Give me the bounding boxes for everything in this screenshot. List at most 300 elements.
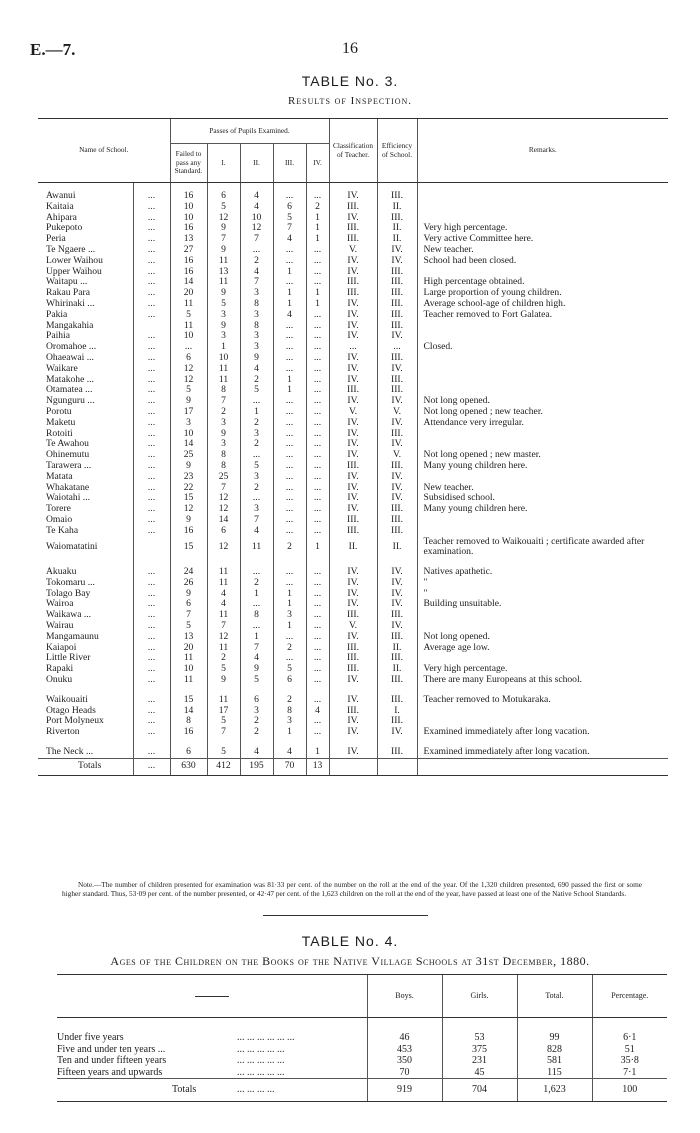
remarks: Large proportion of young children.: [417, 288, 668, 299]
failed-count: 13: [170, 234, 207, 245]
failed-count: 12: [170, 364, 207, 375]
leader-dots: ...: [133, 256, 170, 267]
school-efficiency: III.: [377, 526, 417, 537]
teacher-classification: III.: [329, 526, 377, 537]
standard-2-count: ...: [240, 450, 273, 461]
standard-2-count: 2: [240, 716, 273, 727]
remarks: Very high percentage.: [417, 223, 668, 234]
girls-count: 231: [442, 1055, 517, 1067]
standard-3-count: ...: [273, 578, 306, 589]
failed-count: 20: [170, 643, 207, 654]
standard-4-count: ...: [306, 245, 329, 256]
leader-dots: ...: [133, 747, 170, 758]
header-blank: [57, 975, 367, 1018]
page-reference: E.—7.: [30, 40, 76, 59]
school-name: Kaitaia: [46, 201, 74, 212]
standard-2-count: 7: [240, 277, 273, 288]
table3-subtitle: Results of Inspection.: [287, 95, 413, 107]
leader-dots: ...: [133, 213, 170, 224]
leader-dots: ...: [133, 375, 170, 386]
standard-2-count: 4: [240, 653, 273, 664]
standard-3-count: 2: [273, 643, 306, 654]
failed-count: 11: [170, 299, 207, 310]
standard-3-count: ...: [273, 504, 306, 515]
standard-3-count: 7: [273, 223, 306, 234]
standard-4-count: ...: [306, 727, 329, 738]
standard-4-count: ...: [306, 664, 329, 675]
total-count: 828: [517, 1044, 592, 1056]
standard-1-count: 9: [207, 675, 240, 686]
failed-count: 20: [170, 288, 207, 299]
standard-2-count: 4: [240, 747, 273, 758]
standard-2-count: 3: [240, 472, 273, 483]
standard-3-count: ...: [273, 342, 306, 353]
school-efficiency: III.: [377, 429, 417, 440]
standard-4-count: ...: [306, 675, 329, 686]
standard-3-count: ...: [273, 364, 306, 375]
leader-dots: ...: [133, 461, 170, 472]
standard-1-count: 5: [207, 716, 240, 727]
standard-4-count: ...: [306, 277, 329, 288]
standard-3-count: 1: [273, 599, 306, 610]
percentage-value: 35·8: [592, 1055, 667, 1067]
standard-2-count: 9: [240, 353, 273, 364]
leader-dots: ...: [133, 277, 170, 288]
remarks: Examined immediately after long vacation.: [417, 727, 668, 738]
standard-1-count: 2: [207, 653, 240, 664]
standard-1-count: 7: [207, 234, 240, 245]
school-name: Lower Waihou: [46, 255, 103, 266]
failed-count: 26: [170, 578, 207, 589]
table4-totals-row: [57, 1079, 667, 1102]
school-name: Waitapu ...: [46, 277, 88, 288]
teacher-classification: IV.: [329, 353, 377, 364]
standard-2-count: 4: [240, 202, 273, 213]
total-standard-1: 412: [207, 758, 240, 775]
school-name: Waiomatatini: [46, 540, 98, 552]
school-name: Otago Heads: [46, 705, 96, 716]
standard-4-count: ...: [306, 472, 329, 483]
standard-4-count: ...: [306, 418, 329, 429]
standard-1-count: 11: [207, 695, 240, 706]
standard-2-count: 4: [240, 191, 273, 202]
age-group-label: Under five years: [57, 1032, 124, 1043]
failed-count: 16: [170, 526, 207, 537]
school-name: Ohinemutu: [46, 450, 90, 461]
leader-dots: ...: [133, 653, 170, 664]
school-efficiency: II.: [377, 234, 417, 245]
failed-count: 16: [170, 256, 207, 267]
table-row: [38, 747, 668, 758]
total-girls: 704: [442, 1079, 517, 1102]
standard-1-count: 3: [207, 310, 240, 321]
failed-count: 11: [170, 653, 207, 664]
school-efficiency: III.: [377, 191, 417, 202]
total-percentage: 100: [592, 1079, 667, 1102]
standard-1-count: 14: [207, 515, 240, 526]
school-name: Waikare: [46, 363, 78, 374]
leader-dots: ...: [133, 202, 170, 213]
table-row: [57, 1067, 667, 1079]
failed-count: 11: [170, 675, 207, 686]
standard-4-count: ...: [306, 310, 329, 321]
standard-1-count: 11: [207, 364, 240, 375]
teacher-classification: IV.: [329, 213, 377, 224]
school-efficiency: IV.: [377, 364, 417, 375]
standard-4-count: 1: [306, 213, 329, 224]
failed-count: 16: [170, 727, 207, 738]
standard-3-count: 4: [273, 747, 306, 758]
remarks: [417, 364, 668, 375]
standard-4-count: ...: [306, 610, 329, 621]
standard-2-count: ...: [240, 245, 273, 256]
school-name: Tolago Bay: [46, 588, 91, 599]
failed-count: 22: [170, 483, 207, 494]
failed-count: 10: [170, 664, 207, 675]
failed-count: 3: [170, 418, 207, 429]
total-all: 1,623: [517, 1079, 592, 1102]
totals-label: Totals: [57, 1079, 237, 1102]
school-efficiency: III.: [377, 675, 417, 686]
remarks: [417, 526, 668, 537]
leader-dots: ...: [133, 515, 170, 526]
remarks: Very active Committee here.: [417, 234, 668, 245]
standard-2-count: 8: [240, 299, 273, 310]
failed-count: 12: [170, 504, 207, 515]
standard-3-count: ...: [273, 396, 306, 407]
leader-dots: ...: [133, 706, 170, 717]
standard-1-count: 11: [207, 277, 240, 288]
section-divider: [263, 915, 428, 916]
standard-1-count: 1: [207, 342, 240, 353]
teacher-classification: IV.: [329, 589, 377, 600]
failed-count: 10: [170, 202, 207, 213]
leader-dots: ...: [133, 483, 170, 494]
leader-dots: ...: [133, 589, 170, 600]
standard-3-count: ...: [273, 526, 306, 537]
standard-1-count: 10: [207, 353, 240, 364]
group-spacer: [38, 558, 668, 567]
leader-dots: ...: [133, 493, 170, 504]
remarks: Average age low.: [417, 643, 668, 654]
totals-label: Totals: [38, 758, 133, 775]
standard-3-count: ...: [273, 493, 306, 504]
school-efficiency: IV.: [377, 245, 417, 256]
table-row: [38, 706, 668, 717]
table4-subtitle: Ages of the Children on the Books of the Native Village Schools at 31st December, 1880.: [110, 954, 590, 968]
remarks: Teacher removed to Fort Galatea.: [417, 310, 668, 321]
school-efficiency: IV.: [377, 418, 417, 429]
table-row: [38, 610, 668, 621]
standard-1-count: 5: [207, 664, 240, 675]
standard-1-count: 12: [207, 213, 240, 224]
standard-2-count: 5: [240, 461, 273, 472]
teacher-classification: IV.: [329, 716, 377, 727]
teacher-classification: V.: [329, 621, 377, 632]
standard-1-count: 6: [207, 191, 240, 202]
leader-dots: ...: [133, 621, 170, 632]
school-name: Peria: [46, 234, 66, 245]
table-row: [38, 396, 668, 407]
teacher-classification: IV.: [329, 396, 377, 407]
standard-2-count: 3: [240, 288, 273, 299]
remarks: Many young children here.: [417, 504, 668, 515]
school-efficiency: ...: [377, 342, 417, 353]
school-name: Tarawera ...: [46, 460, 92, 471]
school-efficiency: II.: [377, 202, 417, 213]
leader-dots: ...: [133, 526, 170, 537]
teacher-classification: V.: [329, 407, 377, 418]
standard-3-count: 6: [273, 202, 306, 213]
school-name: Ohaeawai ...: [46, 352, 94, 363]
table-row: [38, 493, 668, 504]
group-spacer: [38, 686, 668, 695]
standard-1-count: 7: [207, 727, 240, 738]
leader-dots: ...: [133, 364, 170, 375]
failed-count: 5: [170, 621, 207, 632]
percentage-value: 51: [592, 1044, 667, 1056]
school-efficiency: III.: [377, 653, 417, 664]
standard-4-count: ...: [306, 353, 329, 364]
school-efficiency: III.: [377, 310, 417, 321]
remarks: [417, 375, 668, 386]
standard-1-count: 11: [207, 643, 240, 654]
school-name: Riverton: [46, 727, 80, 738]
standard-4-count: ...: [306, 643, 329, 654]
standard-4-count: 1: [306, 747, 329, 758]
standard-2-count: 2: [240, 418, 273, 429]
standard-4-count: ...: [306, 396, 329, 407]
standard-3-count: ...: [273, 461, 306, 472]
school-name: Matata: [46, 471, 73, 482]
header-girls: Girls.: [442, 975, 517, 1018]
standard-1-count: 12: [207, 504, 240, 515]
standard-1-count: 3: [207, 331, 240, 342]
school-efficiency: III.: [377, 321, 417, 332]
remarks: [417, 321, 668, 332]
school-name: Ngunguru ...: [46, 396, 95, 407]
school-efficiency: III.: [377, 267, 417, 278]
standard-4-count: ...: [306, 695, 329, 706]
table-row: [38, 310, 668, 321]
leader-dots: ...: [133, 429, 170, 440]
teacher-classification: III.: [329, 223, 377, 234]
table-row: [38, 191, 668, 202]
table-row: [38, 299, 668, 310]
standard-2-count: 1: [240, 589, 273, 600]
school-name: Waikawa ...: [46, 610, 92, 621]
school-efficiency: IV.: [377, 578, 417, 589]
remarks: New teacher.: [417, 483, 668, 494]
boys-count: 350: [367, 1055, 442, 1067]
teacher-classification: IV.: [329, 191, 377, 202]
school-efficiency: IV.: [377, 589, 417, 600]
standard-1-count: 5: [207, 299, 240, 310]
table-row: [38, 364, 668, 375]
leader-dots: ...: [133, 288, 170, 299]
remarks: School had been closed.: [417, 256, 668, 267]
standard-2-count: 8: [240, 321, 273, 332]
standard-4-count: ...: [306, 331, 329, 342]
school-efficiency: III.: [377, 632, 417, 643]
teacher-classification: III.: [329, 288, 377, 299]
teacher-classification: IV.: [329, 450, 377, 461]
header-standard-1: I.: [207, 144, 240, 183]
school-efficiency: IV.: [377, 331, 417, 342]
school-efficiency: IV.: [377, 483, 417, 494]
teacher-classification: IV.: [329, 747, 377, 758]
standard-4-count: ...: [306, 267, 329, 278]
header-standard-2: II.: [240, 144, 273, 183]
header-efficiency: Efficiency of School.: [377, 119, 417, 183]
remarks: [417, 267, 668, 278]
school-name: Rapaki: [46, 664, 74, 675]
school-efficiency: IV.: [377, 727, 417, 738]
standard-1-count: 9: [207, 321, 240, 332]
teacher-classification: III.: [329, 706, 377, 717]
standard-1-count: 2: [207, 407, 240, 418]
failed-count: 14: [170, 439, 207, 450]
failed-count: 16: [170, 223, 207, 234]
standard-4-count: ...: [306, 321, 329, 332]
school-efficiency: III.: [377, 716, 417, 727]
school-name: Te Awahou: [46, 439, 89, 450]
failed-count: 5: [170, 310, 207, 321]
failed-count: 10: [170, 213, 207, 224]
failed-count: 9: [170, 589, 207, 600]
standard-3-count: ...: [273, 567, 306, 578]
school-efficiency: V.: [377, 407, 417, 418]
remarks: [417, 191, 668, 202]
school-name: Otamatea ...: [46, 385, 93, 396]
leader-dots: ...: [133, 439, 170, 450]
total-failed: 630: [170, 758, 207, 775]
group-spacer: [38, 738, 668, 747]
school-name: Oromahoe ...: [46, 342, 97, 353]
results-of-inspection-table: [38, 118, 668, 776]
remarks: High percentage obtained.: [417, 277, 668, 288]
percentage-value: 6·1: [592, 1032, 667, 1044]
school-name: Maketu: [46, 417, 76, 428]
standard-1-count: 9: [207, 288, 240, 299]
school-name: Upper Waihou: [46, 266, 102, 277]
school-efficiency: III.: [377, 504, 417, 515]
school-efficiency: V.: [377, 450, 417, 461]
table-row: [38, 461, 668, 472]
leader-dots: ...: [133, 396, 170, 407]
leader-dots: ...: [133, 450, 170, 461]
standard-2-count: 2: [240, 483, 273, 494]
table-row: [38, 716, 668, 727]
school-efficiency: III.: [377, 385, 417, 396]
leader-dots: ...: [133, 407, 170, 418]
teacher-classification: IV.: [329, 504, 377, 515]
school-name: Pukepoto: [46, 223, 83, 234]
leader-dots: ...: [133, 472, 170, 483]
standard-4-count: ...: [306, 621, 329, 632]
total-standard-2: 195: [240, 758, 273, 775]
teacher-classification: III.: [329, 202, 377, 213]
table-row: [38, 331, 668, 342]
teacher-classification: III.: [329, 653, 377, 664]
standard-1-count: 25: [207, 472, 240, 483]
school-efficiency: IV.: [377, 599, 417, 610]
standard-2-count: 2: [240, 727, 273, 738]
teacher-classification: IV.: [329, 267, 377, 278]
leader-dots: ...: [133, 567, 170, 578]
table-row: [38, 664, 668, 675]
standard-4-count: 1: [306, 299, 329, 310]
failed-count: 8: [170, 716, 207, 727]
standard-1-count: 3: [207, 418, 240, 429]
standard-4-count: ...: [306, 191, 329, 202]
table3-title: TABLE No. 3.: [301, 73, 399, 89]
standard-2-count: 9: [240, 664, 273, 675]
girls-count: 53: [442, 1032, 517, 1044]
header-remarks: Remarks.: [417, 119, 668, 183]
percentage-value: 7·1: [592, 1067, 667, 1079]
standard-2-count: 10: [240, 213, 273, 224]
school-efficiency: III.: [377, 213, 417, 224]
standard-1-count: 11: [207, 578, 240, 589]
total-count: 115: [517, 1067, 592, 1079]
table-row: [38, 245, 668, 256]
table4-title: TABLE No. 4.: [301, 933, 399, 949]
table3-totals-row: [38, 758, 668, 775]
standard-3-count: ...: [273, 515, 306, 526]
school-name: Waikouaiti: [46, 694, 88, 705]
standard-3-count: 4: [273, 310, 306, 321]
teacher-classification: IV.: [329, 695, 377, 706]
table-row: [38, 213, 668, 224]
standard-3-count: 2: [273, 537, 306, 559]
leader-dots: [133, 537, 170, 559]
standard-2-count: 1: [240, 632, 273, 643]
school-name: Matakohe ...: [46, 374, 94, 385]
teacher-classification: V.: [329, 245, 377, 256]
standard-4-count: ...: [306, 526, 329, 537]
standard-3-count: ...: [273, 353, 306, 364]
standard-3-count: 1: [273, 589, 306, 600]
header-name-of-school: Name of School.: [38, 119, 170, 183]
school-name: Te Ngaere ...: [46, 244, 96, 255]
table-row: [38, 526, 668, 537]
standard-2-count: 7: [240, 515, 273, 526]
leader-dots: ...: [133, 223, 170, 234]
header-failed: Failed to pass any Standard.: [170, 144, 207, 183]
failed-count: ...: [170, 342, 207, 353]
school-efficiency: II.: [377, 643, 417, 654]
standard-1-count: 9: [207, 245, 240, 256]
standard-1-count: 6: [207, 526, 240, 537]
table-row: [38, 621, 668, 632]
school-efficiency: III.: [377, 610, 417, 621]
failed-count: 10: [170, 331, 207, 342]
leader-dots: ...: [133, 331, 170, 342]
failed-count: 11: [170, 321, 207, 332]
school-name: Akuaku: [46, 567, 77, 578]
header-dash: [195, 996, 229, 997]
leader-dots: ...: [133, 675, 170, 686]
standard-3-count: 1: [273, 267, 306, 278]
table-row: [38, 202, 668, 213]
failed-count: 10: [170, 429, 207, 440]
standard-4-count: ...: [306, 439, 329, 450]
standard-4-count: ...: [306, 342, 329, 353]
failed-count: 25: [170, 450, 207, 461]
teacher-classification: III.: [329, 234, 377, 245]
standard-2-count: 12: [240, 223, 273, 234]
